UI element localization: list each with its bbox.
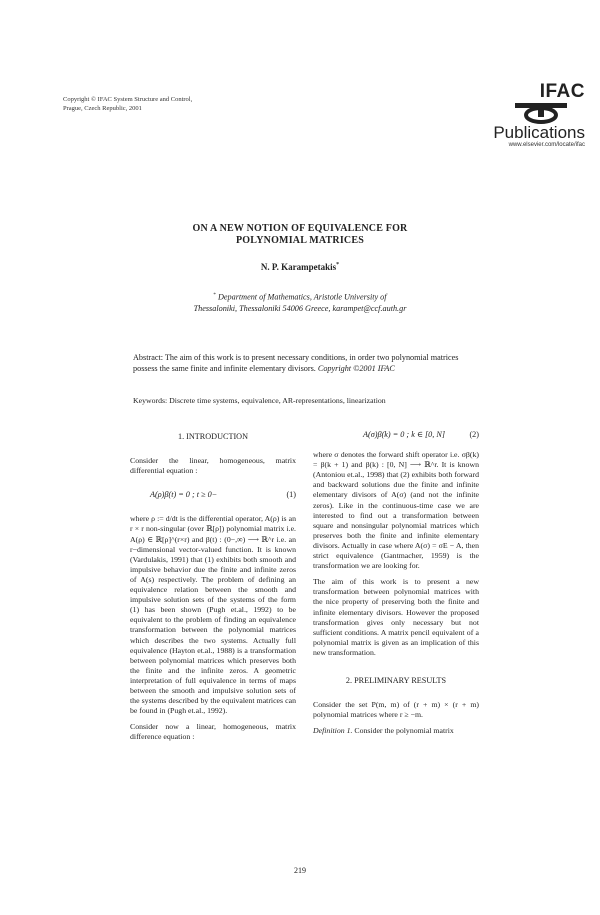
definition-1-label: Definition 1. (313, 726, 353, 736)
affiliation-line-2: Thessaloniki, Thessaloniki 54006 Greece, karampet@ccf.auth.gr (193, 303, 407, 313)
keywords (133, 396, 473, 406)
author-line (0, 262, 600, 272)
definition-1-text: Consider the polynomial matrix (354, 726, 454, 736)
keywords-label: Keywords: (133, 396, 168, 405)
title-line-1: ON A NEW NOTION OF EQUIVALENCE FOR (192, 223, 408, 234)
affiliation-line-1 (0, 290, 600, 303)
keywords-text: Discrete time systems, equivalence, AR-representations, linearization (169, 396, 386, 405)
equation-1-body: A(ρ)β(t) = 0 ; t ≥ 0− (150, 490, 218, 500)
page-number: 219 (294, 866, 306, 875)
title-line-2: POLYNOMIAL MATRICES (236, 235, 364, 246)
abstract-copyright: Copyright ©2001 IFAC (317, 364, 395, 373)
section-1-heading: 1. INTRODUCTION (177, 432, 249, 441)
ifac-emblem-icon (511, 102, 571, 124)
author-mark: * (336, 262, 340, 268)
equation-2 (363, 430, 479, 440)
right-paragraph-1: where σ denotes the forward shift operator i.e. σβ(k) = β(k + 1) and β(k) : [0, N] ⟶ ℝ^r. It is known (Antoniou et.al., 1998) that (2) exhibits both forward and backward solutions due the finite and infinite elementary divisors of A(σ) (and not the infinite zeros). Like in the continuous-time case we are interested to find out a transformation between square and nonsingular polynomial matrices which preserves both the finite and infinite elementary divisors. Actually in case where A(σ) = σE − A, then strict equivalence (Gantmacher, 1959) is the transformation we are looking for. (313, 450, 479, 571)
ifac-logo (445, 82, 585, 148)
definition-1 (313, 726, 479, 736)
ifac-logo-text: IFAC (539, 81, 585, 102)
equation-1 (150, 490, 296, 500)
author-name: N. P. Karampetakis (260, 262, 337, 272)
intro-paragraph-3: Consider now a linear, homogeneous, matrix difference equation : (130, 722, 296, 742)
right-paragraph-2: The aim of this work is to present a new transformation between polynomial matrices with the nice property of preserving both the finite and infinite elementary divisors. However the proposed transformation gives only necessary but not sufficient conditions. A matrix pencil equivalent of a polynomial matrix is given as an implication of this new transformation. (313, 577, 479, 657)
equation-2-body: A(σ)β(k) = 0 ; k ∈ [0, N] (363, 430, 445, 439)
section-2-heading: 2. PRELIMINARY RESULTS (345, 675, 447, 685)
right-column (313, 430, 479, 742)
intro-paragraph-2: where ρ := d/dt is the differential operator, A(ρ) is an r × r non-singular (over ℝ[ρ]) polynomial matrix i.e. A(ρ) ∈ ℝ[ρ]^(r×r) and β(t) : (0−,∞) ⟶ ℝ^r i.e. an r−dimensional vector-valued function. It is known (Vardulakis, 1991) that (1) exhibits both smooth and impulsive behavior due the finite and infinite zeros of A(s) respectively. The problem of defining an equivalence relation between the smooth and impulsive solution sets of the systems of the form (1) has been shown (Pugh et.al., 1992) to be equivalent to the problem of finding an equivalence transformation between the polynomial matrices which describes the two systems. Actually full equivalence (Hayton et.al., 1988) is a transformation between polynomial matrices which preserves both the finite and the infinite zeros. A geometric interpretation of full equivalence in terms of maps between the smooth and impulsive solution sets of the systems described by the equivalent matrices can be found in (Pugh et.al., 1992). (130, 514, 296, 716)
copyright-line-2: Prague, Czech Republic, 2001 (63, 105, 142, 112)
abstract-text: The aim of this work is to present necessary conditions, in order two polynomial matrices possess the same finite and infinite elementary divisors. (133, 353, 459, 373)
affiliation-dept: Department of Mathematics, Aristotle University of (217, 292, 387, 302)
affiliation (0, 290, 600, 314)
intro-paragraph-1: Consider the linear, homogeneous, matrix differential equation : (130, 456, 296, 476)
publications-label: Publications (493, 123, 585, 142)
preliminary-paragraph: Consider the set P(m, m) of (r + m) × (r + m) polynomial matrices where r ≥ −m. (313, 700, 479, 720)
affiliation-mark: * (213, 293, 216, 298)
abstract (133, 352, 473, 374)
copyright-line-1: Copyright © IFAC System Structure and Control, (63, 96, 193, 103)
paper-title (0, 223, 600, 247)
publisher-url[interactable]: www.elsevier.com/locate/ifac (508, 142, 585, 148)
left-column (130, 432, 296, 748)
equation-2-number: (2) (469, 430, 479, 439)
copyright-note (63, 95, 192, 113)
abstract-label: Abstract: (133, 353, 164, 362)
equation-1-number: (1) (286, 490, 296, 500)
